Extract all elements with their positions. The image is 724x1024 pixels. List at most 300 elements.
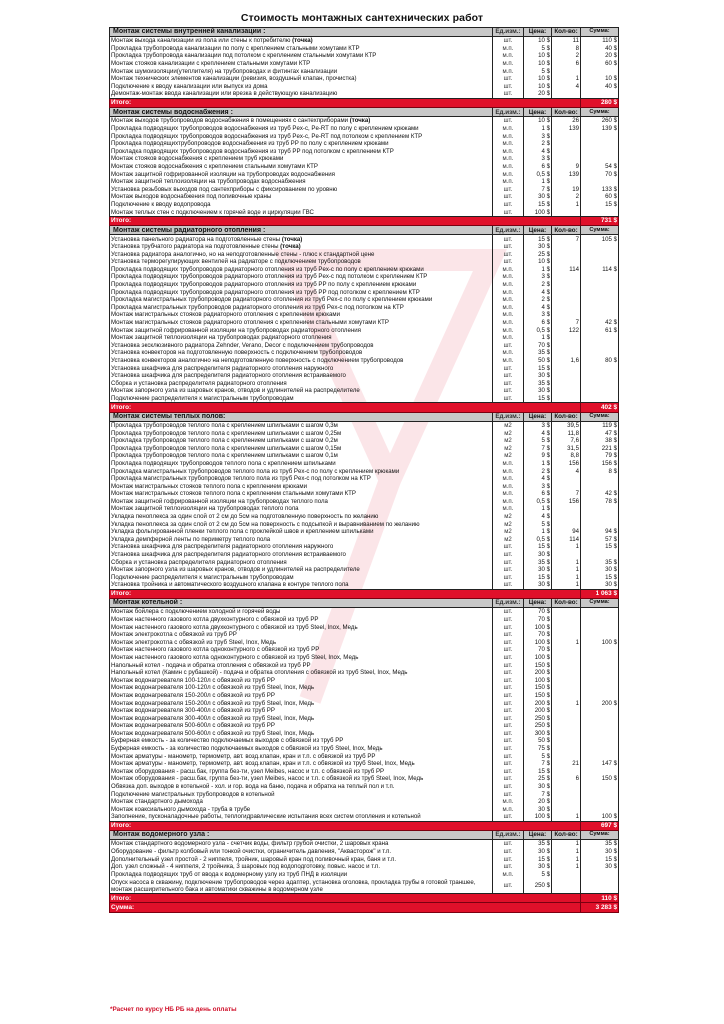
row-sum: 100 $ [581, 639, 619, 647]
row-description-text: Прокладка магистральных трубопроводов теплого пола из труб Pex-c по полу с креплением крюками [111, 467, 400, 475]
row-price: 1 $ [524, 334, 552, 342]
row-unit: шт. [493, 654, 524, 662]
row-sum: 15 $ [581, 201, 619, 209]
row-unit: шт. [493, 855, 524, 863]
row-qty [552, 646, 581, 654]
row-description [110, 669, 493, 677]
row-price: 9 $ [524, 452, 552, 460]
row-description [110, 357, 493, 365]
table-row [110, 677, 619, 685]
row-description [110, 193, 493, 201]
table-row [110, 863, 619, 871]
table-row [110, 186, 619, 194]
row-description-text: Буферная емкость - за количество подключаемых выходов с обвязкой из труб PP [111, 737, 344, 745]
row-description [110, 707, 493, 715]
row-sum [581, 513, 619, 521]
row-description-text: Подключение распределителя к магистральным трубопроводам [111, 394, 294, 402]
row-sum: 79 $ [581, 452, 619, 460]
row-unit: м2 [493, 528, 524, 536]
row-description [110, 75, 493, 83]
row-qty [552, 707, 581, 715]
row-price: 3 $ [524, 483, 552, 491]
section-header [110, 412, 619, 421]
table-row [110, 155, 619, 163]
column-header-price: Цена: [524, 28, 552, 37]
row-description [110, 304, 493, 312]
row-sum [581, 730, 619, 738]
table-row [110, 170, 619, 178]
row-sum [581, 661, 619, 669]
section-total-label: Итого: [110, 217, 581, 226]
row-qty [552, 677, 581, 685]
row-description-text: Монтаж защитной гофрированной изоляции на трубопроводах водоснабжения [111, 170, 335, 178]
table-row [110, 83, 619, 91]
row-sum: 20 $ [581, 52, 619, 60]
section-total-row [110, 589, 619, 598]
row-qty: 1 [552, 201, 581, 209]
table-row [110, 513, 619, 521]
row-unit: шт. [493, 387, 524, 395]
row-qty [552, 631, 581, 639]
row-sum: 15 $ [581, 855, 619, 863]
row-price: 2 $ [524, 296, 552, 304]
row-description [110, 148, 493, 156]
row-sum [581, 372, 619, 380]
row-qty [552, 551, 581, 559]
row-price: 100 $ [524, 639, 552, 647]
row-qty: 11,8 [552, 429, 581, 437]
row-sum [581, 677, 619, 685]
row-qty [552, 243, 581, 251]
row-unit: м.п. [493, 125, 524, 133]
row-price: 15 $ [524, 201, 552, 209]
row-description [110, 608, 493, 616]
row-unit: м.п. [493, 163, 524, 171]
row-price: 50 $ [524, 357, 552, 365]
table-row [110, 281, 619, 289]
row-description-text: Демонтаж-монтаж ввода канализации или врезка в действующую канализацию [111, 90, 338, 98]
row-qty: 2 [552, 193, 581, 201]
row-description-text: Монтаж запорного узла из шаровых кранов, отводов и удлинителей на распределителе [111, 387, 360, 395]
row-unit: м.п. [493, 334, 524, 342]
row-description-text: Прокладка трубопроводов теплого пола с креплением шпильками с шагом 0,3м [111, 421, 338, 429]
row-price: 7 $ [524, 445, 552, 453]
row-unit: м.п. [493, 871, 524, 879]
row-description [110, 251, 493, 259]
row-price: 30 $ [524, 783, 552, 791]
row-qty: 139 [552, 125, 581, 133]
row-price: 5 $ [524, 45, 552, 53]
table-row [110, 775, 619, 783]
row-qty [552, 387, 581, 395]
table-row [110, 707, 619, 715]
row-description-text: Буферная емкость - за количество подключаемых выходов с обвязкой из труб Steel, Inox, Медь [111, 745, 383, 753]
row-price: 70 $ [524, 342, 552, 350]
row-unit: м.п. [493, 483, 524, 491]
row-qty: 31,5 [552, 445, 581, 453]
row-description [110, 421, 493, 429]
row-unit: шт. [493, 90, 524, 98]
table-row [110, 855, 619, 863]
row-qty [552, 208, 581, 216]
row-price: 30 $ [524, 566, 552, 574]
row-description-text: Подключение распределителя к магистральным трубопроводам [111, 573, 294, 581]
row-unit: шт. [493, 342, 524, 350]
table-row [110, 445, 619, 453]
row-description-text: Укладка фольгированной пленки теплого пола с проклейкой швов и креплением шпильками [111, 528, 374, 536]
row-price: 30 $ [524, 387, 552, 395]
row-qty [552, 483, 581, 491]
row-description-text: Укладка демпферной ленты по периметру теплого пола [111, 535, 271, 543]
row-price: 100 $ [524, 623, 552, 631]
row-qty: 8 [552, 45, 581, 53]
row-sum [581, 296, 619, 304]
row-description-text: Монтаж стандартного водомерного узла - счетчик воды, фильтр грубой очистки, 2 шаровых крана [111, 840, 389, 848]
table-row [110, 528, 619, 536]
row-sum [581, 722, 619, 730]
row-qty [552, 475, 581, 483]
row-price: 25 $ [524, 251, 552, 259]
row-sum [581, 646, 619, 654]
row-unit: м.п. [493, 273, 524, 281]
row-unit: шт. [493, 208, 524, 216]
row-description [110, 806, 493, 814]
row-description [110, 581, 493, 589]
row-unit: м.п. [493, 798, 524, 806]
row-price: 200 $ [524, 707, 552, 715]
row-qty: 156 [552, 498, 581, 506]
row-qty [552, 730, 581, 738]
row-description [110, 551, 493, 559]
row-description-text: Установка резьбовых выходов под сантехприборы с фиксированием по уровню [111, 185, 338, 193]
row-description-text: Монтаж магистральных стояков радиаторного отопления с креплением стальными хомутами КТР [111, 319, 389, 327]
section-total-value: 280 $ [581, 98, 619, 107]
row-unit: шт. [493, 863, 524, 871]
row-qty: 139 [552, 170, 581, 178]
row-description-text: Монтаж стояков водоснабжения с креплением труб крюками [111, 155, 284, 163]
row-sum [581, 90, 619, 98]
table-row [110, 581, 619, 589]
row-price: 250 $ [524, 715, 552, 723]
row-qty: 156 [552, 460, 581, 468]
row-sum: 40 $ [581, 45, 619, 53]
row-price: 3 $ [524, 311, 552, 319]
table-row [110, 551, 619, 559]
row-description [110, 201, 493, 209]
row-unit: м.п. [493, 148, 524, 156]
table-row [110, 334, 619, 342]
row-description [110, 654, 493, 662]
row-qty: 6 [552, 775, 581, 783]
row-description-text: Монтаж оборудования - расш.бак, группа без-ти, узел Meibes, насос и т.п. с обвязкой из труб Steel, Inox, Медь [111, 775, 424, 783]
row-description [110, 117, 493, 125]
row-qty: 6 [552, 60, 581, 68]
row-unit: шт. [493, 661, 524, 669]
row-sum: 139 $ [581, 125, 619, 133]
row-qty: 1 [552, 574, 581, 582]
row-sum [581, 521, 619, 529]
row-unit: шт. [493, 753, 524, 761]
row-description-text: Монтаж защитной теплоизоляции на трубопроводах теплого пола [111, 505, 299, 513]
row-description-text: Установка эксклюзивного радиатора Zehnder, Verano, Decor с подключением трубопроводов [111, 341, 374, 349]
row-description [110, 60, 493, 68]
row-unit: шт. [493, 616, 524, 624]
table-row [110, 608, 619, 616]
row-description [110, 730, 493, 738]
row-price: 20 $ [524, 90, 552, 98]
row-sum: 156 $ [581, 460, 619, 468]
row-description [110, 460, 493, 468]
row-qty: 114 [552, 536, 581, 544]
row-unit: шт. [493, 840, 524, 848]
table-row [110, 669, 619, 677]
table-row [110, 201, 619, 209]
row-description-text: Монтаж водонагревателя 100-120л с обвязкой из труб Steel, Inox, Медь [111, 684, 315, 692]
column-header-qty: Кол-во: [552, 226, 581, 235]
row-unit: шт. [493, 760, 524, 768]
row-description [110, 90, 493, 98]
row-description-text: Установка шкафчика для распределителя радиаторного отопления наружного [111, 543, 334, 551]
table-row [110, 878, 619, 894]
row-qty: 7 [552, 235, 581, 243]
row-qty [552, 395, 581, 403]
row-description [110, 365, 493, 373]
row-sum: 47 $ [581, 429, 619, 437]
row-description [110, 840, 493, 848]
table-row [110, 266, 619, 274]
row-qty: 122 [552, 327, 581, 335]
grand-total-value: 3 283 $ [581, 903, 619, 912]
row-sum: 10 $ [581, 75, 619, 83]
row-description [110, 319, 493, 327]
row-sum [581, 140, 619, 148]
row-sum [581, 281, 619, 289]
row-description-text: Монтаж стояков водоснабжения с креплением стальными хомутами КТР [111, 162, 318, 170]
row-sum: 200 $ [581, 699, 619, 707]
row-price: 6 $ [524, 319, 552, 327]
table-row [110, 521, 619, 529]
row-price: 30 $ [524, 193, 552, 201]
row-sum: 78 $ [581, 498, 619, 506]
row-description-text: Монтаж стояков канализации с креплением стальными хомутами КТР [111, 60, 311, 68]
row-sum [581, 334, 619, 342]
column-header-price: Цена: [524, 599, 552, 608]
row-price: 0,5 $ [524, 536, 552, 544]
row-description [110, 631, 493, 639]
row-description [110, 684, 493, 692]
row-description [110, 163, 493, 171]
row-description [110, 186, 493, 194]
row-price: 7 $ [524, 791, 552, 799]
row-price: 35 $ [524, 559, 552, 567]
section-title: Монтаж системы теплых полов: [110, 412, 493, 421]
row-unit: шт. [493, 646, 524, 654]
row-sum [581, 871, 619, 879]
row-description-text: Монтаж водонагревателя 300-400л с обвязкой из труб PP [111, 707, 275, 715]
row-unit: м.п. [493, 281, 524, 289]
row-description [110, 273, 493, 281]
row-unit: шт. [493, 37, 524, 45]
row-price: 70 $ [524, 631, 552, 639]
row-description [110, 505, 493, 513]
row-description-text: Прокладка магистральных трубопроводов радиаторного отопления из труб Pex-c под потолком на КТР [111, 303, 404, 311]
row-sum [581, 791, 619, 799]
table-row [110, 505, 619, 513]
row-unit: шт. [493, 75, 524, 83]
row-price: 7 $ [524, 760, 552, 768]
row-qty [552, 140, 581, 148]
row-description [110, 266, 493, 274]
row-unit: м.п. [493, 498, 524, 506]
row-description [110, 498, 493, 506]
row-description [110, 68, 493, 76]
row-description-text: Заполнение, пусконаладочные работы, теплогидравлические испытания всех систем отопления и котельной [111, 813, 421, 821]
row-sum [581, 68, 619, 76]
row-description-text: Монтаж теплых стен с подключением к горячей воде и циркуляции ГВС [111, 208, 314, 216]
row-sum: 15 $ [581, 574, 619, 582]
row-unit: шт. [493, 380, 524, 388]
row-qty: 1 [552, 639, 581, 647]
table-row [110, 273, 619, 281]
row-unit: шт. [493, 745, 524, 753]
row-description [110, 760, 493, 768]
column-header-qty: Кол-во: [552, 108, 581, 117]
row-unit: м2 [493, 421, 524, 429]
row-description-text: Установка шкафчика для распределителя радиаторного отопления наружного [111, 364, 334, 372]
column-header-qty: Кол-во: [552, 599, 581, 608]
column-header-unit: Ед.изм.: [493, 28, 524, 37]
row-qty [552, 616, 581, 624]
row-sum [581, 311, 619, 319]
row-price: 15 $ [524, 235, 552, 243]
row-unit: шт. [493, 768, 524, 776]
row-description-text: Подключение магистральных трубопроводов в котельной [111, 790, 275, 798]
row-price: 5 $ [524, 753, 552, 761]
row-sum [581, 380, 619, 388]
row-qty [552, 791, 581, 799]
row-qty [552, 798, 581, 806]
table-row [110, 251, 619, 259]
row-price: 5 $ [524, 68, 552, 76]
row-unit: шт. [493, 684, 524, 692]
row-sum [581, 395, 619, 403]
table-row [110, 684, 619, 692]
table-row [110, 421, 619, 429]
row-description [110, 855, 493, 863]
row-sum [581, 258, 619, 266]
row-price: 4 $ [524, 429, 552, 437]
price-table [109, 27, 618, 913]
row-price: 100 $ [524, 654, 552, 662]
row-qty [552, 365, 581, 373]
row-price: 300 $ [524, 730, 552, 738]
row-unit: м.п. [493, 319, 524, 327]
row-description [110, 616, 493, 624]
row-unit: м.п. [493, 357, 524, 365]
row-price: 2 $ [524, 140, 552, 148]
row-price: 30 $ [524, 848, 552, 856]
section-total-label: Итого: [110, 98, 581, 107]
row-unit: шт. [493, 692, 524, 700]
row-price: 150 $ [524, 684, 552, 692]
row-description-text: Сборка и установка распределителя радиаторного отопления [111, 379, 287, 387]
row-unit: шт. [493, 707, 524, 715]
row-description [110, 566, 493, 574]
row-description-text: Прокладка подводящих трубопроводов водоснабжения из труб Pex-c, Pe-RT по полу с креплением крюками [111, 125, 419, 132]
row-price: 15 $ [524, 855, 552, 863]
row-qty: 1 [552, 559, 581, 567]
column-header-sum: Сумма: [581, 831, 619, 840]
row-unit: шт. [493, 699, 524, 707]
row-description-text: Прокладка трубопровода канализации по полу с креплением стальными хомутами КТР [111, 44, 360, 52]
table-row [110, 327, 619, 335]
row-qty [552, 513, 581, 521]
row-sum [581, 133, 619, 141]
row-unit: м.п. [493, 289, 524, 297]
row-qty: 2 [552, 52, 581, 60]
row-description-text: Монтаж выходов трубопроводов водоснабжения в помещениях с сантехприборами [111, 117, 350, 125]
row-description [110, 521, 493, 529]
row-price: 4 $ [524, 513, 552, 521]
row-description-text: Монтаж электрокотла с обвязкой из труб Steel, Inox, Медь [111, 638, 277, 646]
table-row [110, 699, 619, 707]
row-qty [552, 654, 581, 662]
row-description-text: Монтаж водонагревателя 150-200л с обвязкой из труб PP [111, 691, 275, 699]
section-header [110, 599, 619, 608]
row-description-text: Монтаж защитной теплоизоляции на трубопроводах водоснабжения [111, 178, 306, 186]
row-description [110, 798, 493, 806]
table-row [110, 208, 619, 216]
table-row [110, 387, 619, 395]
column-header-sum: Сумма: [581, 108, 619, 117]
row-description [110, 490, 493, 498]
row-price: 4 $ [524, 304, 552, 312]
row-sum [581, 745, 619, 753]
row-unit: м2 [493, 452, 524, 460]
table-row [110, 319, 619, 327]
row-qty [552, 608, 581, 616]
row-description [110, 387, 493, 395]
row-unit: шт. [493, 235, 524, 243]
row-qty: 1 [552, 581, 581, 589]
row-unit: шт. [493, 730, 524, 738]
row-description [110, 452, 493, 460]
row-sum [581, 768, 619, 776]
row-unit: м.п. [493, 349, 524, 357]
row-price: 3 $ [524, 273, 552, 281]
table-row [110, 654, 619, 662]
row-description [110, 445, 493, 453]
row-description-text: Подключение к вводу водопровода [111, 200, 211, 208]
row-qty [552, 258, 581, 266]
row-price: 3 $ [524, 421, 552, 429]
row-description [110, 178, 493, 186]
row-unit: м.п. [493, 327, 524, 335]
table-row [110, 148, 619, 156]
row-price: 0,5 $ [524, 170, 552, 178]
row-price: 35 $ [524, 349, 552, 357]
table-row [110, 372, 619, 380]
table-row [110, 616, 619, 624]
row-sum: 42 $ [581, 319, 619, 327]
row-description [110, 208, 493, 216]
row-qty: 114 [552, 266, 581, 274]
table-row [110, 543, 619, 551]
table-row [110, 90, 619, 98]
row-description-text: Монтаж водонагревателя 500-600л с обвязкой из труб Steel, Inox, Медь [111, 729, 315, 737]
row-description-text: Прокладка трубопроводов теплого пола с креплением шпильками с шагом 0,25м [111, 429, 342, 437]
table-row [110, 871, 619, 879]
